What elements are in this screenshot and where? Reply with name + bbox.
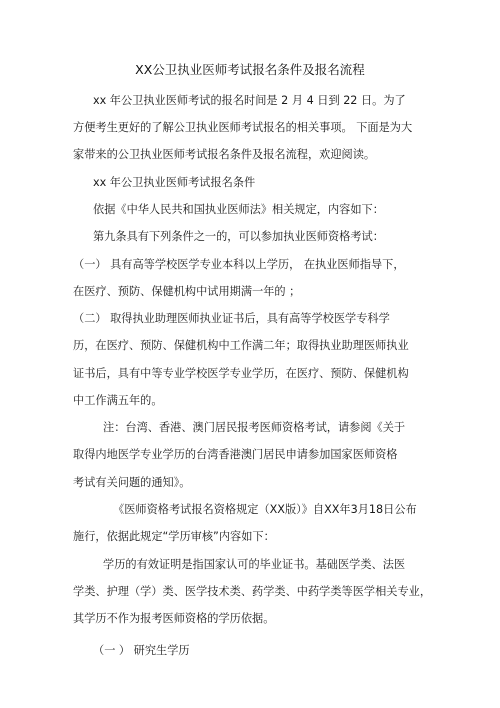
note-line: 考试有关问题的通知》。 <box>73 476 191 489</box>
paragraph-line: 《医师资格考试报名资格规定（XX版）》自XX年3月18日公布 <box>113 503 417 516</box>
list-item-line: 证书后，具有中等专业学校医学专业学历，在医疗、预防、保健机构 <box>73 367 409 380</box>
list-item-line: 在医疗、预防、保健机构中试用期满一年的 ； <box>73 285 301 298</box>
note-line: 注：台湾、香港、澳门居民报考医师资格考试，请参阅《关于 <box>103 421 406 434</box>
paragraph-line: 其学历不作为报考医师资格的学历依据。 <box>73 612 275 625</box>
paragraph-line: 学类、护理（学）类、医学技术类、药学类、中药学类等医学相关专业， <box>73 585 432 598</box>
list-item-line: 中工作满五年的。 <box>73 394 163 407</box>
paragraph-line: 家带来的公卫执业医师考试报名条件及报名流程，欢迎阅读。 <box>73 148 376 161</box>
paragraph-line: 学历的有效证明是指国家认可的毕业证书。基础医学类、法医 <box>103 558 406 571</box>
paragraph-line: 方便考生更好的了解公卫执业医师考试报名的相关事项。 下面是为大 <box>73 121 413 134</box>
paragraph-line: xx 年公卫执业医师考试的报名时间是 2 月 4 日到 22 日。为了 <box>93 94 406 107</box>
paragraph-line: 第九条具有下列条件之一的，可以参加执业医师资格考试： <box>93 230 384 243</box>
section-heading: xx 年公卫执业医师考试报名条件 <box>93 176 256 189</box>
list-item-line: 历，在医疗、预防、保健机构中工作满二年；取得执业助理医师执业 <box>73 339 409 352</box>
document-title: XX公卫执业医师考试报名条件及报名流程 <box>135 62 365 77</box>
note-line: 取得内地医学专业学历的台湾香港澳门居民申请参加国家医师资格 <box>73 448 398 461</box>
list-item-line: （一） 具有高等学校医学专业本科以上学历， 在执业医师指导下， <box>73 258 405 271</box>
paragraph-line: 施行，依据此规定“学历审核”内容如下： <box>73 530 275 543</box>
list-item-line: （二） 取得执业助理医师执业证书后，具有高等学校医学专科学 <box>73 312 390 325</box>
paragraph-line: 依据《中华人民共和国执业医师法》相关规定，内容如下： <box>93 203 384 216</box>
subsection-heading: （一 ） 研究生学历 <box>93 644 190 657</box>
